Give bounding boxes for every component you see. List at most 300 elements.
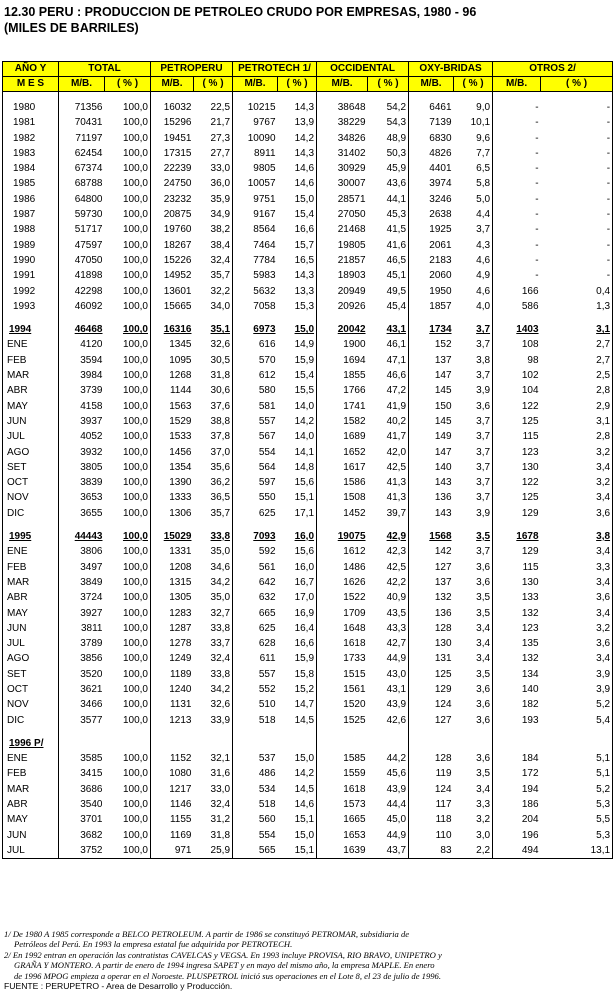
cell-value: 628 xyxy=(233,636,278,651)
cell-value: 16,6 xyxy=(294,638,315,650)
table-row xyxy=(3,843,613,859)
row-label: 1985 xyxy=(3,176,59,191)
cell-value: 115 xyxy=(493,560,541,575)
cell-value: - xyxy=(493,176,541,191)
cell-value: 100,0 xyxy=(122,285,148,297)
cell-value: 1900 xyxy=(317,337,368,352)
cell-value: 17,0 xyxy=(294,592,315,604)
cell-value: 125 xyxy=(409,667,454,682)
cell-value: 3,7 xyxy=(476,370,491,382)
table-row xyxy=(3,368,613,383)
cell-value: 1144 xyxy=(151,383,194,398)
cell-value: 27,3 xyxy=(210,132,231,144)
cell-value: 3,9 xyxy=(541,667,613,682)
table-row xyxy=(3,529,613,544)
cell-value: 16032 xyxy=(151,100,194,115)
cell-value: - xyxy=(541,207,613,222)
row-label: OCT xyxy=(3,475,59,490)
cell-value: 100,0 xyxy=(122,300,148,312)
cell-value: 4,9 xyxy=(476,270,491,282)
cell-value: 134 xyxy=(493,667,541,682)
cell-value: 129 xyxy=(493,506,541,521)
row-label: JUN xyxy=(3,621,59,636)
cell-value: 136 xyxy=(409,606,454,621)
cell-value: 15665 xyxy=(151,299,194,314)
row-label: MAY xyxy=(3,812,59,827)
cell-value: 59730 xyxy=(59,207,105,222)
cell-value: 100,0 xyxy=(122,507,148,519)
cell-value: 100,0 xyxy=(122,783,148,795)
table-row xyxy=(3,322,613,337)
cell-value xyxy=(409,736,454,751)
cell-value: 18903 xyxy=(317,268,368,283)
subheader-mb: M/B. xyxy=(409,77,454,92)
cell-value: 570 xyxy=(233,353,278,368)
page-title xyxy=(4,4,609,36)
cell-value: 7093 xyxy=(233,529,278,544)
cell-value: 100,0 xyxy=(122,224,148,236)
row-label: SET xyxy=(3,460,59,475)
cell-value: 15226 xyxy=(151,253,194,268)
cell-value: 8911 xyxy=(233,146,278,161)
cell-value: 46,5 xyxy=(386,254,407,266)
cell-value: 3594 xyxy=(59,353,105,368)
table-row xyxy=(3,100,613,115)
cell-value: 3497 xyxy=(59,560,105,575)
cell-value: - xyxy=(541,192,613,207)
cell-value: 43,1 xyxy=(386,324,407,336)
cell-value: 34,6 xyxy=(210,561,231,573)
cell-value: 1354 xyxy=(151,460,194,475)
cell-value: 42,9 xyxy=(386,531,407,543)
cell-value: 3,4 xyxy=(476,622,491,634)
cell-value: 3,4 xyxy=(541,575,613,590)
cell-value: 557 xyxy=(233,414,278,429)
cell-value: 592 xyxy=(233,544,278,559)
cell-value: 15,2 xyxy=(294,683,315,695)
cell-value: 140 xyxy=(493,682,541,697)
cell-value: 3,7 xyxy=(476,546,491,558)
cell-value: 45,9 xyxy=(386,163,407,175)
row-label: 1990 xyxy=(3,253,59,268)
cell-value: 122 xyxy=(493,399,541,414)
cell-value: 132 xyxy=(493,651,541,666)
cell-value: 145 xyxy=(409,383,454,398)
cell-value: 41,5 xyxy=(386,224,407,236)
cell-value: 3655 xyxy=(59,506,105,521)
table-row xyxy=(3,544,613,559)
cell-value: 16,0 xyxy=(294,561,315,573)
cell-value: 31,8 xyxy=(210,370,231,382)
table-row xyxy=(3,207,613,222)
cell-value: 42,5 xyxy=(386,461,407,473)
cell-value: 118 xyxy=(409,812,454,827)
spacer-row xyxy=(3,92,613,101)
cell-value: 1,3 xyxy=(541,299,613,314)
cell-value: - xyxy=(541,146,613,161)
row-label: JUL xyxy=(3,429,59,444)
row-label: ABR xyxy=(3,590,59,605)
table-row xyxy=(3,812,613,827)
row-label: DIC xyxy=(3,713,59,728)
cell-value: 100,0 xyxy=(122,254,148,266)
cell-value: 35,0 xyxy=(210,546,231,558)
table-row xyxy=(3,713,613,728)
row-label: FEB xyxy=(3,560,59,575)
cell-value: 43,9 xyxy=(386,783,407,795)
cell-value: 16,0 xyxy=(294,531,315,543)
cell-value: 38648 xyxy=(317,100,368,115)
row-label: 1983 xyxy=(3,146,59,161)
cell-value: 35,7 xyxy=(210,507,231,519)
cell-value: 100,0 xyxy=(122,178,148,190)
cell-value: 6830 xyxy=(409,131,454,146)
row-label: OCT xyxy=(3,682,59,697)
cell-value xyxy=(105,736,151,751)
cell-value: 15,6 xyxy=(294,477,315,489)
cell-value: 1315 xyxy=(151,575,194,590)
cell-value: 1345 xyxy=(151,337,194,352)
cell-value: 35,0 xyxy=(210,592,231,604)
cell-value xyxy=(317,736,368,751)
cell-value: 150 xyxy=(409,399,454,414)
table-row xyxy=(3,299,613,314)
cell-value: - xyxy=(493,192,541,207)
cell-value: 5,4 xyxy=(541,713,613,728)
cell-value: 3,2 xyxy=(541,445,613,460)
cell-value: 32,7 xyxy=(210,607,231,619)
cell-value: 3,4 xyxy=(476,638,491,650)
cell-value: 152 xyxy=(409,337,454,352)
cell-value: 50,3 xyxy=(386,147,407,159)
table-row xyxy=(3,590,613,605)
cell-value: 3,6 xyxy=(476,561,491,573)
cell-value: 130 xyxy=(493,460,541,475)
cell-value: 35,6 xyxy=(210,461,231,473)
cell-value: 34826 xyxy=(317,131,368,146)
cell-value: 42,5 xyxy=(386,561,407,573)
cell-value: 1306 xyxy=(151,506,194,521)
cell-value: 3,6 xyxy=(476,714,491,726)
subheader-mb: M/B. xyxy=(151,77,194,92)
cell-value: 42,6 xyxy=(386,714,407,726)
cell-value: 3415 xyxy=(59,766,105,781)
cell-value: 30007 xyxy=(317,176,368,191)
cell-value: 1652 xyxy=(317,445,368,460)
cell-value: 20926 xyxy=(317,299,368,314)
cell-value: 1131 xyxy=(151,697,194,712)
cell-value: - xyxy=(493,131,541,146)
cell-value: 3752 xyxy=(59,843,105,859)
cell-value: 1278 xyxy=(151,636,194,651)
cell-value: 3,0 xyxy=(476,829,491,841)
row-label: 1988 xyxy=(3,222,59,237)
table-row xyxy=(3,161,613,176)
table-row xyxy=(3,414,613,429)
cell-value: 44,9 xyxy=(386,653,407,665)
cell-value: 1561 xyxy=(317,682,368,697)
cell-value: 100,0 xyxy=(122,415,148,427)
cell-value: 611 xyxy=(233,651,278,666)
cell-value: 1689 xyxy=(317,429,368,444)
cell-value: 642 xyxy=(233,575,278,590)
cell-value: 147 xyxy=(409,368,454,383)
cell-value: 5,3 xyxy=(541,797,613,812)
spacer-row xyxy=(3,521,613,529)
cell-value: 14,6 xyxy=(294,163,315,175)
table-row xyxy=(3,222,613,237)
cell-value: 16,5 xyxy=(294,254,315,266)
cell-value: 7,7 xyxy=(476,147,491,159)
cell-value: 7139 xyxy=(409,115,454,130)
row-label: NOV xyxy=(3,697,59,712)
spacer-row xyxy=(3,728,613,736)
cell-value: 21468 xyxy=(317,222,368,237)
cell-value: 1618 xyxy=(317,636,368,651)
row-label: SET xyxy=(3,667,59,682)
cell-value: 140 xyxy=(409,460,454,475)
cell-value: 3811 xyxy=(59,621,105,636)
table-row xyxy=(3,621,613,636)
cell-value: 1456 xyxy=(151,445,194,460)
cell-value: 45,1 xyxy=(386,270,407,282)
cell-value: 554 xyxy=(233,828,278,843)
cell-value: 15,4 xyxy=(294,370,315,382)
cell-value: 518 xyxy=(233,713,278,728)
cell-value: 125 xyxy=(493,414,541,429)
cell-value: 100,0 xyxy=(122,531,148,543)
cell-value: - xyxy=(541,115,613,130)
cell-value: - xyxy=(541,238,613,253)
cell-value: 2,7 xyxy=(541,337,613,352)
table-row xyxy=(3,146,613,161)
subheader-mb: M/B. xyxy=(233,77,278,92)
cell-value: 1741 xyxy=(317,399,368,414)
cell-value: 1586 xyxy=(317,475,368,490)
cell-value: 3246 xyxy=(409,192,454,207)
cell-value: 3653 xyxy=(59,490,105,505)
cell-value: 130 xyxy=(493,575,541,590)
cell-value: 132 xyxy=(409,590,454,605)
cell-value: 3,4 xyxy=(541,490,613,505)
cell-value: 182 xyxy=(493,697,541,712)
cell-value: 14952 xyxy=(151,268,194,283)
header-petroperu: PETROPERU xyxy=(151,62,233,77)
cell-value: - xyxy=(493,161,541,176)
cell-value: 3856 xyxy=(59,651,105,666)
table-row xyxy=(3,268,613,283)
cell-value: 1486 xyxy=(317,560,368,575)
cell-value: 47,2 xyxy=(386,385,407,397)
cell-value: 143 xyxy=(409,506,454,521)
header-mes: M E S xyxy=(3,77,59,92)
cell-value: 1855 xyxy=(317,368,368,383)
cell-value: 125 xyxy=(493,490,541,505)
cell-value: 3,2 xyxy=(541,621,613,636)
cell-value: 42,3 xyxy=(386,546,407,558)
cell-value: 100,0 xyxy=(122,492,148,504)
cell-value: 100,0 xyxy=(122,668,148,680)
cell-value: - xyxy=(493,115,541,130)
cell-value: 44,9 xyxy=(386,829,407,841)
cell-value: 15,0 xyxy=(294,753,315,765)
cell-value: 33,9 xyxy=(210,714,231,726)
cell-value: 550 xyxy=(233,490,278,505)
cell-value: 3,7 xyxy=(476,224,491,236)
production-table xyxy=(2,61,613,859)
table-row xyxy=(3,766,613,781)
cell-value: 44,1 xyxy=(386,193,407,205)
cell-value: 14,2 xyxy=(294,132,315,144)
cell-value: 123 xyxy=(493,445,541,460)
cell-value: 581 xyxy=(233,399,278,414)
cell-value: 3,4 xyxy=(476,783,491,795)
table-row xyxy=(3,667,613,682)
cell-value: 3577 xyxy=(59,713,105,728)
cell-value: 100,0 xyxy=(122,239,148,251)
cell-value: 3789 xyxy=(59,636,105,651)
cell-value: 3,6 xyxy=(476,576,491,588)
cell-value: 3682 xyxy=(59,828,105,843)
row-label: 1986 xyxy=(3,192,59,207)
cell-value: 1568 xyxy=(409,529,454,544)
cell-value: 142 xyxy=(409,544,454,559)
cell-value: 4,3 xyxy=(476,239,491,251)
cell-value: 3,5 xyxy=(476,768,491,780)
footnote-2-cont2: de 1996 MPOG empieza a operar en el Noroeste. PLUSPETROL inició sus operaciones en el Lote 8, el 23 de julio de 1996. xyxy=(14,970,442,981)
cell-value: 10,1 xyxy=(470,117,491,129)
cell-value: 108 xyxy=(493,337,541,352)
cell-value: 3466 xyxy=(59,697,105,712)
table-body xyxy=(3,92,613,859)
cell-value: 68788 xyxy=(59,176,105,191)
cell-value: 971 xyxy=(151,843,194,859)
cell-value: 15296 xyxy=(151,115,194,130)
cell-value: 3540 xyxy=(59,797,105,812)
cell-value: 129 xyxy=(493,544,541,559)
subheader-pct: ( % ) xyxy=(278,77,317,92)
cell-value: 5,2 xyxy=(541,782,613,797)
cell-value: 38,8 xyxy=(210,415,231,427)
cell-value: 16,6 xyxy=(294,224,315,236)
cell-value: 31,2 xyxy=(210,814,231,826)
subheader-mb: M/B. xyxy=(59,77,105,92)
table-row xyxy=(3,445,613,460)
cell-value: 3701 xyxy=(59,812,105,827)
cell-value: 102 xyxy=(493,368,541,383)
cell-value: 19805 xyxy=(317,238,368,253)
cell-value: 122 xyxy=(493,475,541,490)
cell-value: 100,0 xyxy=(122,385,148,397)
cell-value: 14,9 xyxy=(294,339,315,351)
cell-value: 3806 xyxy=(59,544,105,559)
cell-value: 45,3 xyxy=(386,209,407,221)
title-line-2: (MILES DE BARRILES) xyxy=(4,21,139,35)
cell-value: 38229 xyxy=(317,115,368,130)
cell-value: 3,6 xyxy=(476,699,491,711)
cell-value: 132 xyxy=(493,606,541,621)
cell-value: 184 xyxy=(493,751,541,766)
row-label: MAY xyxy=(3,399,59,414)
cell-value: 30,5 xyxy=(210,354,231,366)
cell-value: 15,9 xyxy=(294,354,315,366)
cell-value: 1678 xyxy=(493,529,541,544)
cell-value: 127 xyxy=(409,713,454,728)
cell-value: 34,9 xyxy=(210,209,231,221)
footnotes xyxy=(4,929,610,991)
cell-value: 554 xyxy=(233,445,278,460)
cell-value: 100,0 xyxy=(122,370,148,382)
cell-value: 9805 xyxy=(233,161,278,176)
cell-value: 166 xyxy=(493,284,541,299)
cell-value: 2060 xyxy=(409,268,454,283)
cell-value: 44443 xyxy=(59,529,105,544)
row-label: NOV xyxy=(3,490,59,505)
cell-value: 186 xyxy=(493,797,541,812)
subheader-mb: M/B. xyxy=(317,77,368,92)
header-petrotech: PETROTECH 1/ xyxy=(233,62,317,77)
cell-value: 41,3 xyxy=(386,477,407,489)
cell-value: 597 xyxy=(233,475,278,490)
cell-value: 10057 xyxy=(233,176,278,191)
cell-value: 1283 xyxy=(151,606,194,621)
cell-value: 70431 xyxy=(59,115,105,130)
cell-value: 47,1 xyxy=(386,354,407,366)
table-row xyxy=(3,460,613,475)
cell-value: 15029 xyxy=(151,529,194,544)
table-row xyxy=(3,399,613,414)
cell-value: 5,0 xyxy=(476,193,491,205)
table-row xyxy=(3,176,613,191)
cell-value: 18267 xyxy=(151,238,194,253)
cell-value: 41,9 xyxy=(386,400,407,412)
cell-value: 3,6 xyxy=(476,400,491,412)
cell-value: 46,6 xyxy=(386,370,407,382)
cell-value: - xyxy=(493,238,541,253)
cell-value: 127 xyxy=(409,560,454,575)
row-label: ABR xyxy=(3,383,59,398)
cell-value: 7784 xyxy=(233,253,278,268)
cell-value: 34,2 xyxy=(210,683,231,695)
row-label: MAR xyxy=(3,782,59,797)
row-label: ENE xyxy=(3,337,59,352)
cell-value: 2,9 xyxy=(541,399,613,414)
row-label: 1980 xyxy=(3,100,59,115)
cell-value: 36,5 xyxy=(210,492,231,504)
cell-value: 100,0 xyxy=(122,561,148,573)
cell-value: 3,4 xyxy=(476,653,491,665)
cell-value: 98 xyxy=(493,353,541,368)
cell-value: 3739 xyxy=(59,383,105,398)
cell-value: 4401 xyxy=(409,161,454,176)
table-row xyxy=(3,475,613,490)
cell-value: 67374 xyxy=(59,161,105,176)
cell-value: 3,9 xyxy=(541,682,613,697)
cell-value: 1639 xyxy=(317,843,368,859)
cell-value: 3,9 xyxy=(476,507,491,519)
spacer-row xyxy=(3,314,613,322)
cell-value: 2061 xyxy=(409,238,454,253)
cell-value: 9751 xyxy=(233,192,278,207)
cell-value: 25,9 xyxy=(194,843,233,859)
cell-value: 100,0 xyxy=(122,799,148,811)
cell-value: 552 xyxy=(233,682,278,697)
row-label: DIC xyxy=(3,506,59,521)
cell-value: 13,9 xyxy=(294,117,315,129)
cell-value: 518 xyxy=(233,797,278,812)
cell-value: 1508 xyxy=(317,490,368,505)
cell-value: 15,6 xyxy=(294,546,315,558)
